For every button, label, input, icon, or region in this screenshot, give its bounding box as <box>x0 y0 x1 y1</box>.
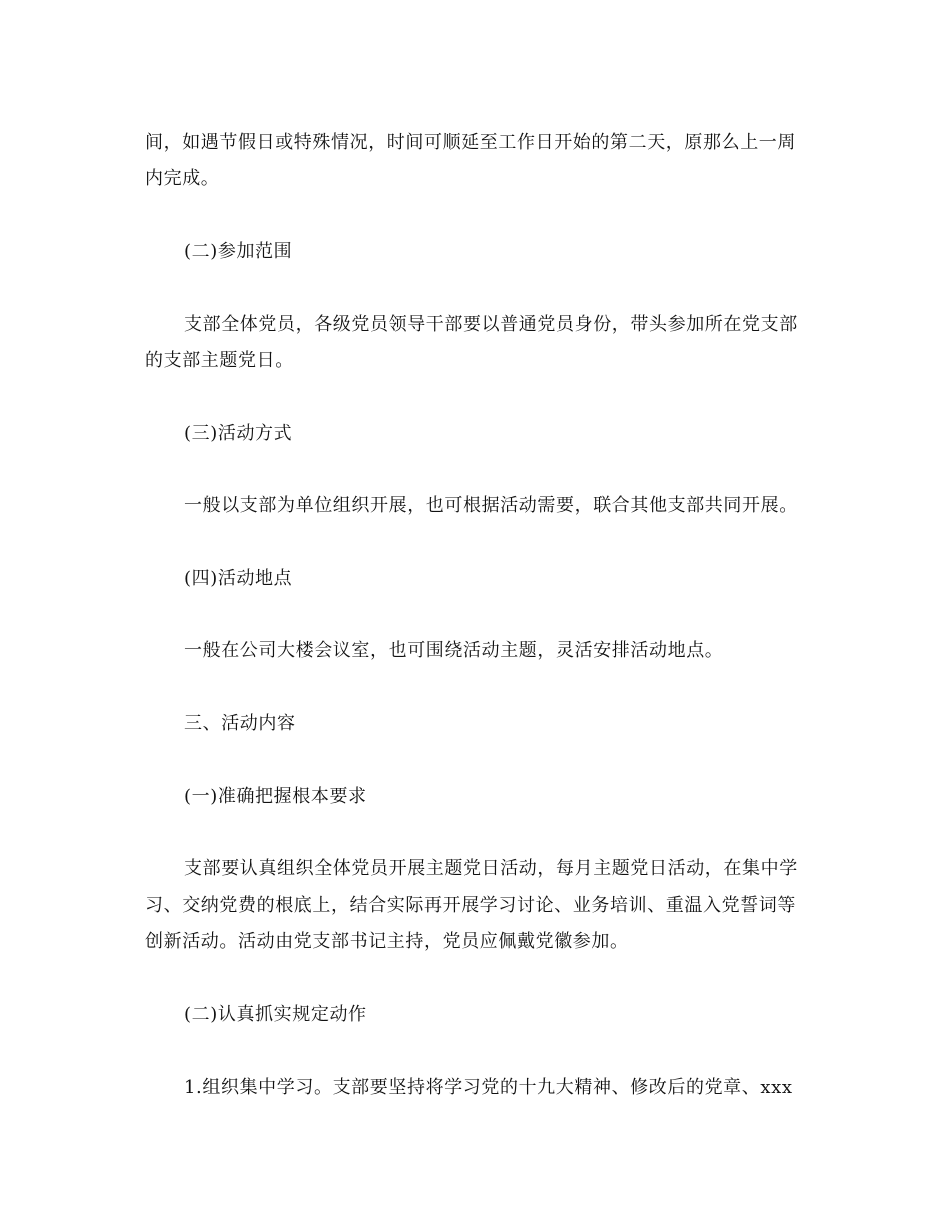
paragraph-line: 的支部主题党日。 <box>145 350 294 371</box>
paragraph-line: 间，如遇节假日或特殊情况，时间可顺延至工作日开始的第二天，原那么上一周 <box>145 132 796 153</box>
paragraph-line: 一般在公司大楼会议室，也可围绕活动主题，灵活安排活动地点。 <box>184 640 724 661</box>
paragraph-line: 一般以支部为单位组织开展，也可根据活动需要，联合其他支部共同开展。 <box>184 495 798 516</box>
section-heading: (三)活动方式 <box>184 423 293 444</box>
paragraph-line: 支部全体党员，各级党员领导干部要以普通党员身份，带头参加所在党支部 <box>184 314 798 335</box>
section-heading: (二)认真抓实规定动作 <box>184 1004 367 1025</box>
section-heading: (一)准确把握根本要求 <box>184 786 367 807</box>
paragraph-line: 内完成。 <box>145 168 220 189</box>
section-heading: (四)活动地点 <box>184 568 293 589</box>
paragraph-line: 创新活动。活动由党支部书记主持，党员应佩戴党徽参加。 <box>145 931 629 952</box>
paragraph-line: 1.组织集中学习。支部要坚持将学习党的十九大精神、修改后的党章、xxx <box>184 1077 793 1098</box>
paragraph-line: 支部要认真组织全体党员开展主题党日活动，每月主题党日活动，在集中学 <box>184 858 798 879</box>
section-heading: (二)参加范围 <box>184 241 293 262</box>
section-heading: 三、活动内容 <box>184 713 296 734</box>
paragraph-line: 习、交纳党费的根底上，结合实际再开展学习讨论、业务培训、重温入党誓词等 <box>145 895 796 916</box>
